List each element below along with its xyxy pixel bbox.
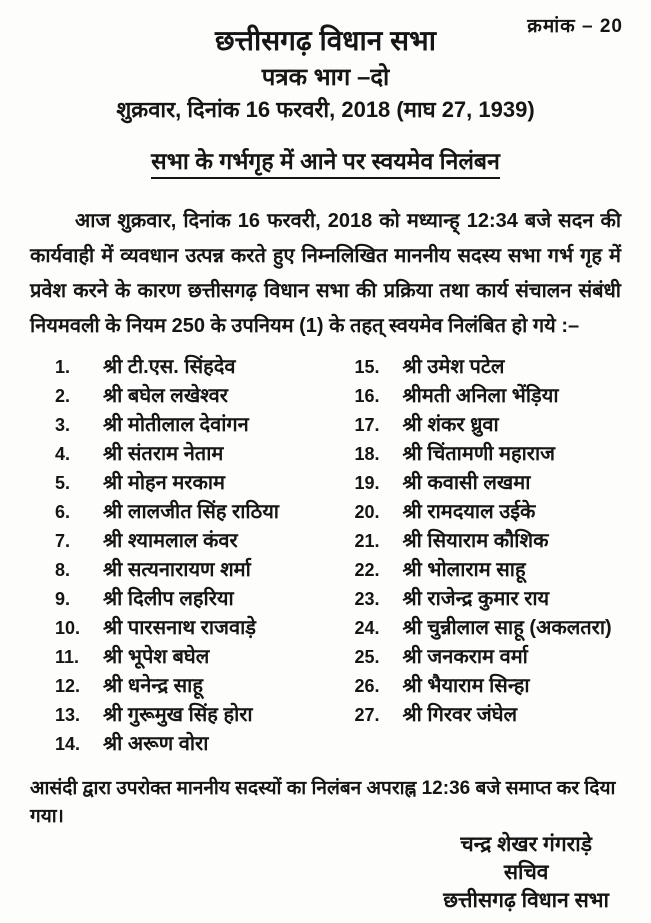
member-name: श्री चिंतामणी महाराज: [402, 443, 555, 465]
members-column-left: [0, 352, 326, 758]
member-row: [355, 613, 651, 642]
member-number: 25.: [354, 647, 380, 667]
member-row: [55, 381, 326, 410]
member-number: 11.: [55, 647, 80, 667]
signatory-designation: सचिव: [503, 861, 549, 884]
member-number: 24.: [354, 618, 380, 638]
member-row: [55, 468, 326, 497]
signature-block: [443, 831, 609, 915]
member-number: 3.: [55, 415, 71, 435]
member-number: 7.: [55, 531, 71, 551]
member-number: 4.: [55, 444, 71, 464]
member-row: [355, 381, 651, 410]
member-row: [355, 642, 651, 671]
member-number: 21.: [354, 531, 380, 551]
member-number: 23.: [354, 589, 380, 609]
member-name: श्री टी.एस. सिंहदेव: [103, 356, 236, 378]
member-name: श्री गिरवर जंघेल: [402, 704, 518, 726]
member-number: 20.: [354, 502, 380, 522]
member-number: 17.: [354, 415, 380, 435]
member-row: [55, 555, 326, 584]
member-row: [355, 468, 651, 497]
document-subtitle: पत्रक भाग –दो: [261, 64, 390, 91]
member-row: [55, 613, 326, 642]
member-name: श्री पारसनाथ राजवाड़े: [103, 617, 256, 639]
member-name: श्री रामदयाल उईके: [402, 501, 536, 523]
member-row: [355, 584, 651, 613]
member-name: श्री सत्यनारायण शर्मा: [103, 559, 251, 581]
member-name: श्रीमती अनिला भेंड़िया: [402, 385, 559, 407]
member-row: [55, 410, 326, 439]
member-number: 9.: [55, 589, 71, 609]
member-name: श्री श्यामलाल कंवर: [103, 530, 238, 552]
member-number: 6.: [55, 502, 71, 522]
member-name: श्री मोतीलाल देवांगन: [103, 414, 249, 436]
member-number: 15.: [354, 357, 380, 377]
member-number: 19.: [354, 473, 380, 493]
section-heading: सभा के गर्भगृह में आने पर स्वयमेव निलंबन: [151, 148, 500, 179]
members-list: [0, 352, 651, 758]
member-name: श्री गुरूमुख सिंह होरा: [103, 704, 253, 726]
member-name: श्री राजेन्द्र कुमार राय: [402, 588, 550, 610]
member-row: [355, 555, 651, 584]
section-heading-wrap: [0, 145, 651, 181]
member-number: 27.: [354, 705, 380, 725]
member-name: श्री भूपेश बघेल: [103, 646, 210, 668]
member-row: [55, 352, 326, 381]
member-name: श्री लालजीत सिंह राठिया: [103, 501, 279, 523]
member-number: 1.: [55, 357, 71, 377]
member-name: श्री बघेल लखेश्वर: [103, 385, 228, 407]
member-name: श्री भैयाराम सिन्हा: [402, 675, 530, 697]
member-row: [55, 729, 326, 758]
member-row: [55, 497, 326, 526]
member-row: [355, 439, 651, 468]
member-row: [55, 700, 326, 729]
member-row: [55, 584, 326, 613]
member-name: श्री अरूण वोरा: [103, 733, 209, 755]
member-number: 13.: [55, 705, 81, 725]
member-name: श्री चुन्नीलाल साहू (अकलतरा): [402, 617, 612, 639]
member-number: 22.: [354, 560, 380, 580]
member-name: श्री कवासी लखमा: [402, 472, 531, 494]
member-row: [55, 526, 326, 555]
member-number: 26.: [354, 676, 380, 696]
member-row: [55, 439, 326, 468]
member-name: श्री सियाराम कौशिक: [402, 530, 549, 552]
member-row: [355, 352, 651, 381]
signatory-name: चन्द्र शेखर गंगराड़े: [460, 833, 592, 856]
member-row: [355, 700, 651, 729]
closing-line: आसंदी द्वारा उपरोक्त माननीय सदस्यों का निलंबन अपराह्न 12:36 बजे समाप्त कर दिया गया।: [30, 778, 616, 827]
document-title: छत्तीसगढ़ विधान सभा: [215, 25, 436, 56]
member-name: श्री दिलीप लहरिया: [103, 588, 234, 610]
member-row: [355, 410, 651, 439]
member-name: श्री जनकराम वर्मा: [402, 646, 528, 668]
member-name: श्री संतराम नेताम: [103, 443, 224, 465]
member-name: श्री धनेन्द्र साहू: [103, 675, 203, 697]
member-name: श्री उमेश पटेल: [402, 356, 505, 378]
body-paragraph: आज शुक्रवार, दिनांक 16 फरवरी, 2018 को मध्यान्ह् 12:34 बजे सदन की कार्यवाही में व्यवधान उत्पन्न करते हुए निम्नलिखित माननीय सदस्य सभा गर्भ गृह में प्रवेश करने के कारण छत्तीसगढ़ विधान सभा की प्रक्रिया तथा कार्य संचालन संबंधी नियमवली के नियम 250 के उपनियम (1) के तहत् स्वयमेव निलंबित हो गये :–: [30, 210, 621, 337]
member-row: [355, 497, 651, 526]
member-row: [355, 526, 651, 555]
member-number: 12.: [55, 676, 81, 696]
member-name: श्री शंकर ध्रुवा: [402, 414, 499, 436]
member-name: श्री मोहन मरकाम: [103, 472, 225, 494]
signatory-organization: छत्तीसगढ़ विधान सभा: [443, 889, 609, 912]
member-row: [55, 642, 326, 671]
member-number: 5.: [55, 473, 71, 493]
document-dateline: शुक्रवार, दिनांक 16 फरवरी, 2018 (माघ 27, 1939): [116, 97, 535, 122]
members-column-right: [326, 352, 651, 758]
member-row: [55, 671, 326, 700]
member-number: 10.: [55, 618, 81, 638]
member-number: 8.: [55, 560, 71, 580]
member-number: 18.: [354, 444, 380, 464]
member-row: [355, 671, 651, 700]
member-number: 2.: [55, 386, 71, 406]
member-number: 16.: [354, 386, 380, 406]
member-number: 14.: [55, 734, 81, 754]
serial-number-label: क्रमांक – 20: [527, 16, 623, 37]
member-name: श्री भोलाराम साहू: [402, 559, 526, 581]
